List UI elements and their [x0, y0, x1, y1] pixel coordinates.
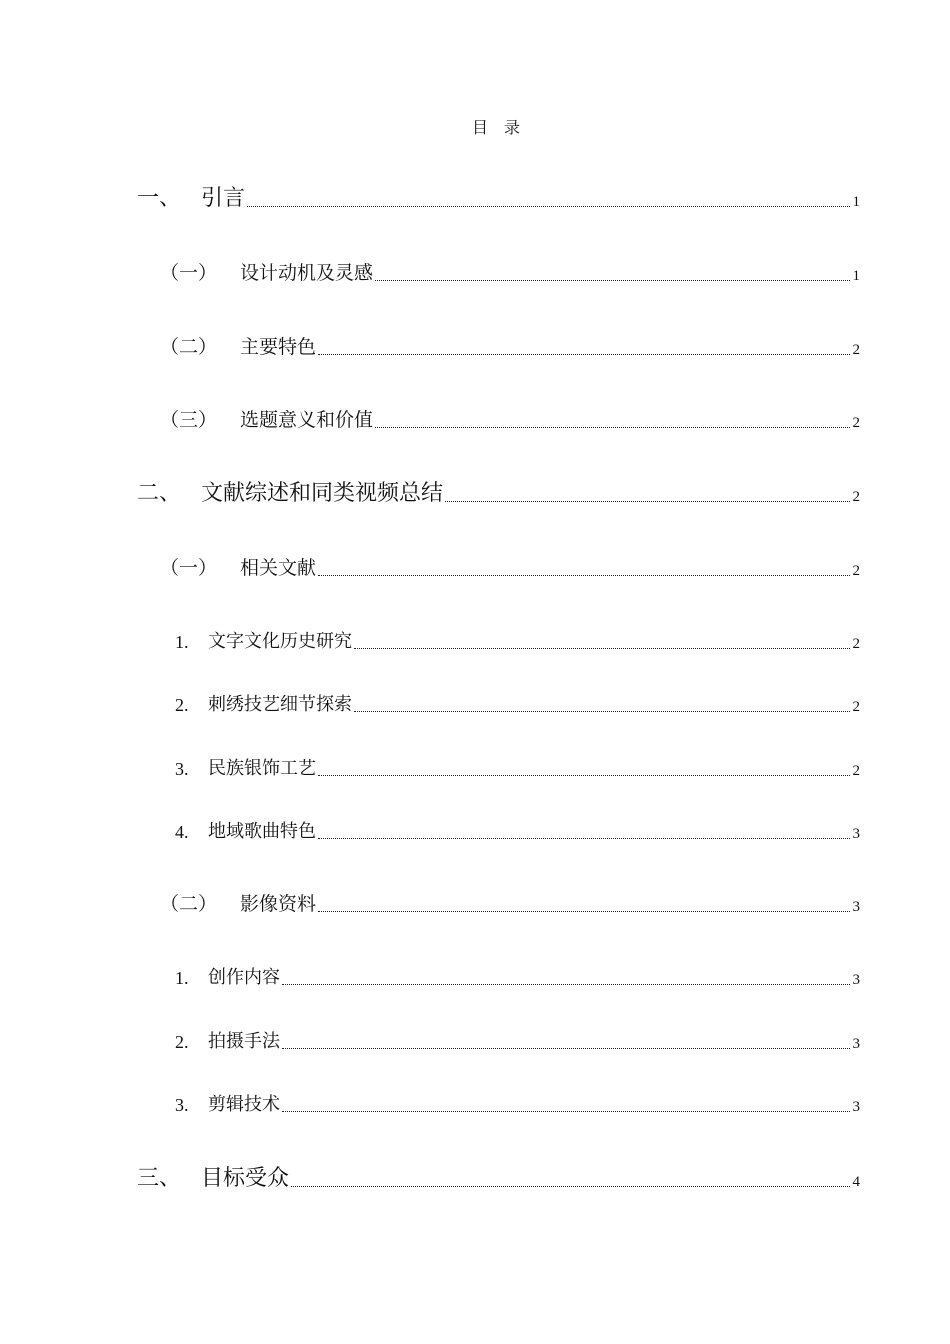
toc-entry-label: 剪辑技术 — [208, 1094, 280, 1115]
toc-entry-number: （一） — [160, 557, 218, 579]
toc-entry-label: 文献综述和同类视频总结 — [201, 481, 444, 506]
toc-entry-label: 相关文献 — [240, 557, 317, 579]
toc-entry-page-number: 2 — [852, 763, 860, 779]
toc-entry[interactable] — [137, 477, 860, 509]
toc-entry[interactable] — [175, 1087, 860, 1119]
toc-entry[interactable] — [160, 330, 860, 362]
dot-leader — [375, 427, 849, 428]
toc-entry[interactable] — [137, 1162, 860, 1194]
toc-entry-label: 设计动机及灵感 — [240, 262, 374, 284]
toc-title: 目 录 — [471, 120, 526, 137]
toc-entry-page-number: 3 — [852, 972, 860, 988]
toc-entry-number: （二） — [160, 893, 218, 915]
toc-entry-label: 民族银饰工艺 — [208, 758, 316, 779]
toc-entry-label: 地域歌曲特色 — [208, 821, 316, 842]
toc-entry-label: 影像资料 — [240, 893, 317, 915]
toc-entry-label: 拍摄手法 — [208, 1031, 280, 1052]
dot-leader — [318, 575, 849, 576]
toc-entry-number: （三） — [160, 409, 218, 431]
toc-entry-label: 目标受众 — [201, 1166, 290, 1191]
dot-leader — [282, 984, 850, 985]
toc-entry[interactable] — [175, 960, 860, 992]
toc-entry[interactable] — [175, 687, 860, 719]
toc-entry-page-number: 2 — [852, 699, 860, 715]
dot-leader — [318, 775, 850, 776]
dot-leader — [375, 280, 849, 281]
toc-entry-label: 刺绣技艺细节探索 — [208, 694, 352, 715]
toc-entry-page-number: 2 — [852, 342, 860, 358]
toc-entry-page-number: 3 — [852, 1036, 860, 1052]
toc-entry-page-number: 2 — [852, 636, 860, 652]
toc-entry[interactable] — [175, 1024, 860, 1056]
toc-entry-page-number: 3 — [852, 1099, 860, 1115]
toc-entry[interactable] — [175, 814, 860, 846]
dot-leader — [282, 1111, 850, 1112]
toc-entry-page-number: 2 — [852, 489, 860, 505]
dot-leader — [354, 648, 850, 649]
toc-entry[interactable] — [175, 624, 860, 656]
toc-entry[interactable] — [160, 887, 860, 919]
toc-entry[interactable] — [137, 182, 860, 214]
toc-entry-page-number: 2 — [852, 415, 860, 431]
toc-entry-label: 主要特色 — [240, 336, 317, 358]
toc-entry-number: 1. — [175, 632, 189, 652]
dot-leader — [445, 501, 849, 502]
toc-entry-label: 选题意义和价值 — [240, 409, 374, 431]
toc-entry-page-number: 1 — [852, 194, 860, 210]
toc-entry[interactable] — [160, 256, 860, 288]
toc-entry-number: 2. — [175, 1032, 189, 1052]
toc-entry-label: 文字文化历史研究 — [208, 631, 352, 652]
toc-entry-page-number: 3 — [852, 899, 860, 915]
toc-entry-page-number: 4 — [852, 1174, 860, 1190]
toc-entry-number: 一、 — [137, 186, 182, 211]
toc-entry-number: 二、 — [137, 481, 182, 506]
toc-entry-label: 引言 — [201, 186, 246, 211]
dot-leader — [282, 1048, 850, 1049]
dot-leader — [291, 1186, 849, 1187]
dot-leader — [318, 354, 849, 355]
toc-entry-number: 三、 — [137, 1166, 182, 1191]
toc-entry-page-number: 3 — [852, 826, 860, 842]
toc-entry-page-number: 1 — [852, 268, 860, 284]
toc-entry-number: （一） — [160, 262, 218, 284]
toc-entry-number: 3. — [175, 1095, 189, 1115]
toc-entry-number: 4. — [175, 822, 189, 842]
dot-leader — [354, 711, 850, 712]
toc-entry-number: 2. — [175, 695, 189, 715]
dot-leader — [247, 206, 849, 207]
toc-entry[interactable] — [160, 403, 860, 435]
toc-entry-page-number: 2 — [852, 563, 860, 579]
toc-entry[interactable] — [175, 751, 860, 783]
toc-entry[interactable] — [160, 551, 860, 583]
dot-leader — [318, 911, 849, 912]
toc-entry-label: 创作内容 — [208, 967, 280, 988]
toc-entry-number: 3. — [175, 759, 189, 779]
toc-entry-number: （二） — [160, 336, 218, 358]
toc-entry-number: 1. — [175, 968, 189, 988]
dot-leader — [318, 838, 850, 839]
